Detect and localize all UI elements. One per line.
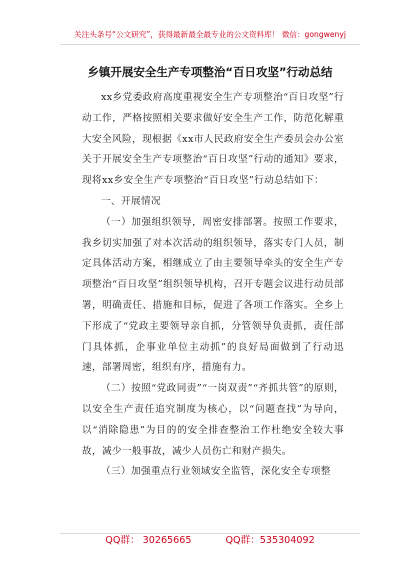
body-paragraph: （二）按照“党政同责”“一岗双责”“齐抓共管”的原则，以安全生产责任追究制度为核心，以“问题查找”为导向，以“消除隐患”为目的的安全排查整治工作杜绝安全较大事故，减少一般事故，减少人员伤亡和财产损失。 bbox=[82, 383, 344, 457]
document-title: 乡镇开展安全生产专项整治“百日攻坚”行动总结 bbox=[87, 65, 333, 79]
footer bbox=[60, 534, 360, 548]
intro-paragraph: xx乡党委政府高度重视安全生产专项整治“百日攻坚”行动工作，严格按照相关要求做好安全生产工作，防范化解重大安全风险，现根据《xx市人民政府安全生产委员会办公室关于开展安全生产专项整治“百日攻坚”行动的通知》要求，现将xx乡安全生产专项整治“百日攻坚”行动总结如下： bbox=[82, 92, 344, 187]
body-paragraph: （三）加强重点行业领域安全监管，深化安全专项整 bbox=[101, 466, 331, 478]
footer-qq-group-1: QQ群： 30265665 bbox=[105, 535, 192, 546]
header-divider bbox=[60, 44, 360, 45]
section-heading: 一、开展情况 bbox=[101, 195, 161, 207]
document-body bbox=[82, 88, 344, 483]
footer-qq-group-2: QQ群：535304092 bbox=[225, 535, 315, 546]
body-paragraph: （一）加强组织领导，周密安排部署。按照工作要求，我乡切实加强了对本次活动的组织领导，落实专门人员，制定具体活动方案，相继成立了由主要领导牵头的安全生产专项整治“百日攻坚”组织领导机构，召开专题会议进行动员部署，明确责任、措施和目标，促进了各项工作落实。全乡上下形成了“党政主要领导亲自抓，分管领导负责抓，责任部门具体抓，企事业单位主动抓”的良好局面做到了行动迅速，部署周密，组织有序，措施有力。 bbox=[82, 216, 344, 374]
header-banner: 关注头条号“公文研究”，获得最新最全最专业的公文资料库！ 微信：gongwenyj bbox=[74, 30, 346, 39]
